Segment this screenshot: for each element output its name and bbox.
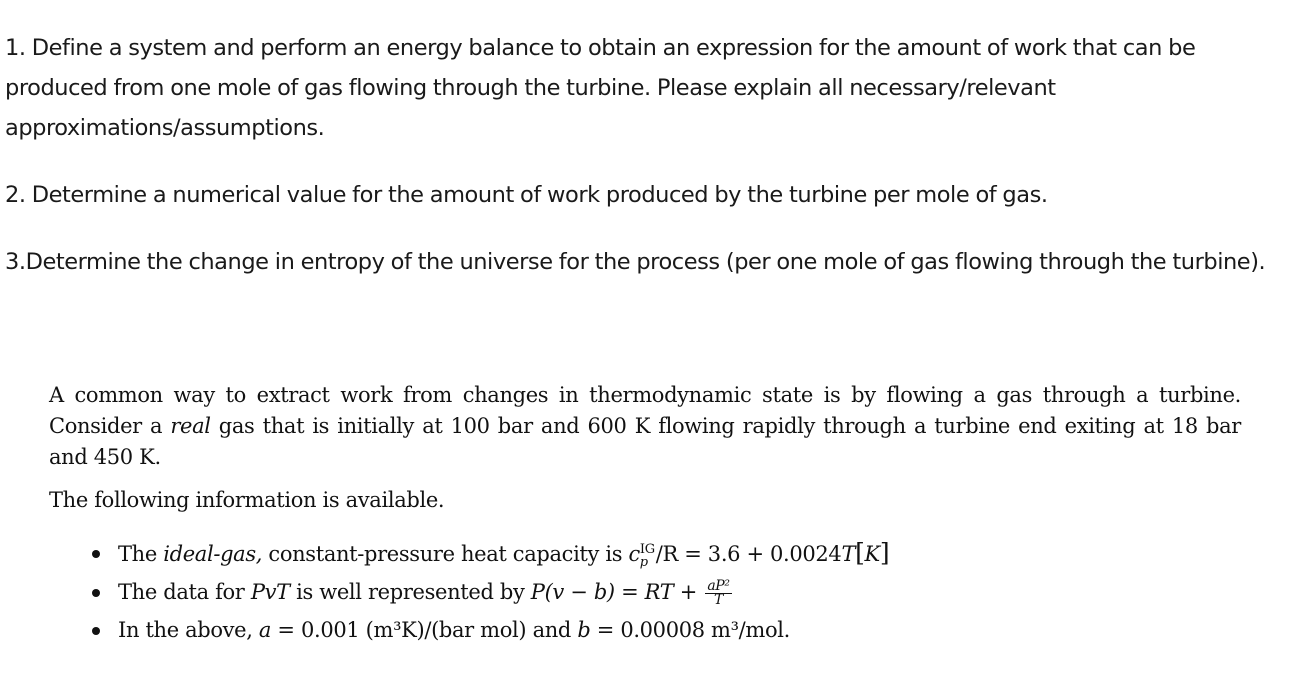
question-2: 2. Determine a numerical value for the amount of work produced by the turbine per mole of gas. [5, 182, 1048, 208]
problem-intro: A common way to extract work from changes in thermodynamic state is by flowing a gas through a turbine. Consider a real gas that is initially at 100 bar and 600 K flowing rapidly through a turbine end exiting at 18 bar and 450 K. [49, 383, 1241, 469]
bullet-icon [92, 627, 100, 635]
questions-section [5, 28, 1290, 309]
info-heading: The following information is available. [49, 488, 445, 512]
list-item-pvt: The data for PvT is well represented by P(v − b) = RT + $\frac{\text{aP²}}{T}$ [92, 577, 1241, 607]
info-list [49, 538, 1241, 645]
question-3: 3.Determine the change in entropy of the universe for the process (per one mole of gas flowing through the turbine). [5, 249, 1266, 275]
fraction: $\frac{\text{aP²}}{T}$ [707, 578, 730, 608]
list-item-heat-capacity: The ideal-gas, constant-pressure heat capacity is $c^{IG}_p$ /R = 3.6 + 0.0024T[K] [92, 538, 1241, 569]
bullet-icon [92, 589, 100, 597]
question-1: 1. Define a system and perform an energy balance to obtain an expression for the amount of work that can be produced from one mole of gas flowing through the turbine. Please explain all necessary/relevant approximations/assumptions. [5, 35, 1196, 141]
problem-statement [49, 380, 1241, 653]
list-item-constants: In the above, a = 0.001 (m³K)/(bar mol) and b = 0.00008 m³/mol. [92, 615, 1241, 645]
bullet-icon [92, 550, 100, 558]
